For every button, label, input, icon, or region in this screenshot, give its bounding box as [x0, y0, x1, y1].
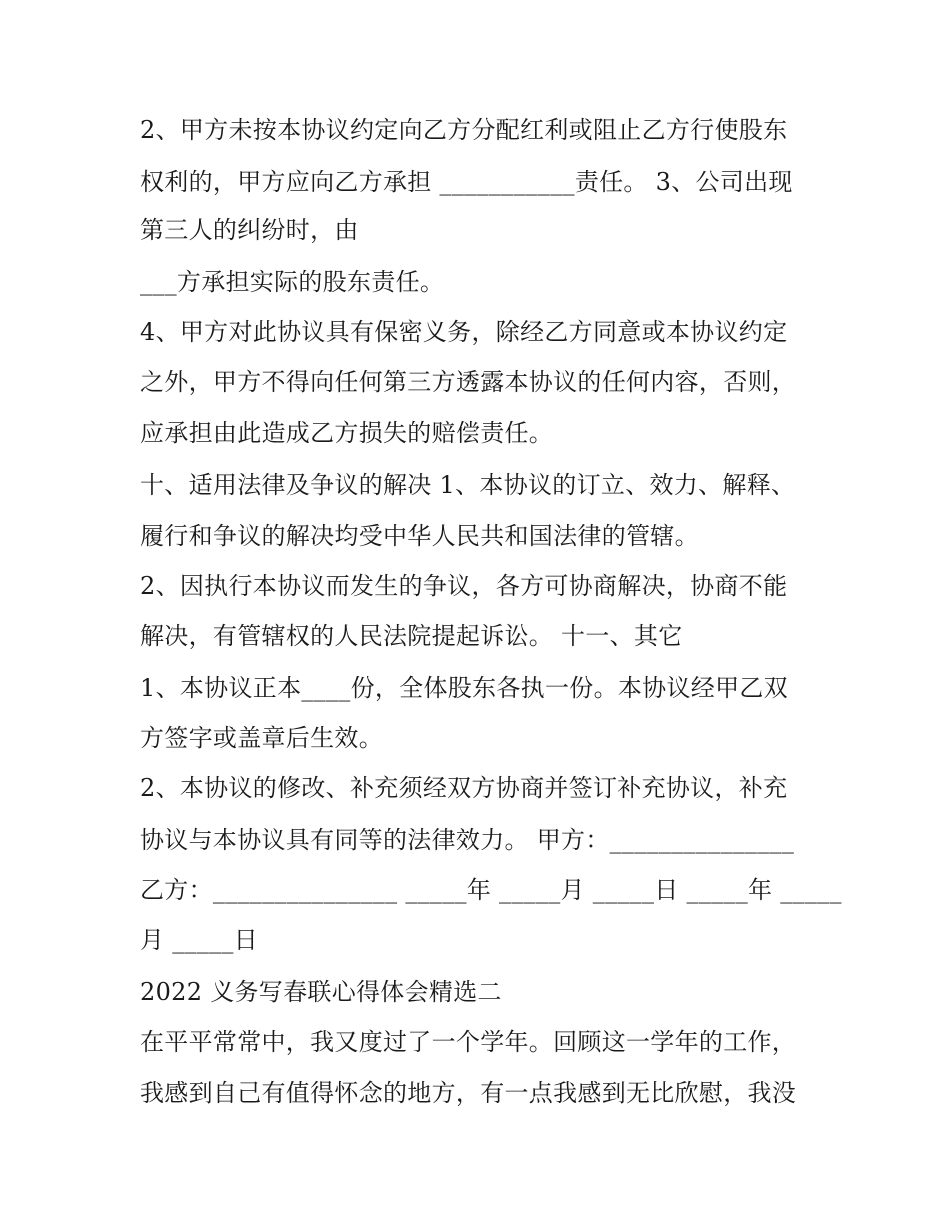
text-line: 协议与本协议具有同等的法律效力。 甲方：_______________ — [140, 826, 795, 854]
text-line: 1、本协议正本____份，全体股东各执一份。本协议经甲乙双 — [140, 674, 788, 702]
text-line: 在平平常常中，我又度过了一个学年。回顾这一学年的工作， — [140, 1028, 797, 1056]
text-line: 我感到自己有值得怀念的地方，有一点我感到无比欣慰，我没 — [140, 1079, 797, 1107]
text-line: 月 _____日 — [140, 926, 259, 954]
text-line: 方签字或盖章后生效。 — [140, 724, 383, 752]
text-line: 权利的，甲方应向乙方承担 ___________责任。 3、公司出现 — [140, 168, 793, 196]
text-line: 履行和争议的解决均受中华人民共和国法律的管辖。 — [140, 522, 699, 550]
text-line: 2、甲方未按本协议约定向乙方分配红利或阻止乙方行使股东 — [140, 116, 788, 144]
text-line: ___方承担实际的股东责任。 — [140, 268, 445, 296]
text-line: 2、因执行本协议而发生的争议，各方可协商解决，协商不能 — [140, 572, 788, 600]
text-line: 十、适用法律及争议的解决 1、本协议的订立、效力、解释、 — [140, 471, 796, 499]
text-line: 解决，有管辖权的人民法院提起诉讼。 十一、其它 — [140, 622, 683, 650]
text-line: 乙方：_______________ _____年 _____月 _____日 _____年 _____ — [140, 876, 842, 904]
section-heading: 2022 义务写春联心得体会精选二 — [140, 978, 502, 1006]
text-line: 第三人的纠纷时，由 — [140, 216, 359, 244]
text-line: 应承担由此造成乙方损失的赔偿责任。 — [140, 419, 554, 447]
text-line: 2、本协议的修改、补充须经双方协商并签订补充协议，补充 — [140, 774, 788, 802]
text-line: 4、甲方对此协议具有保密义务，除经乙方同意或本协议约定 — [140, 318, 788, 346]
text-line: 之外，甲方不得向任何第三方透露本协议的任何内容，否则， — [140, 368, 797, 396]
